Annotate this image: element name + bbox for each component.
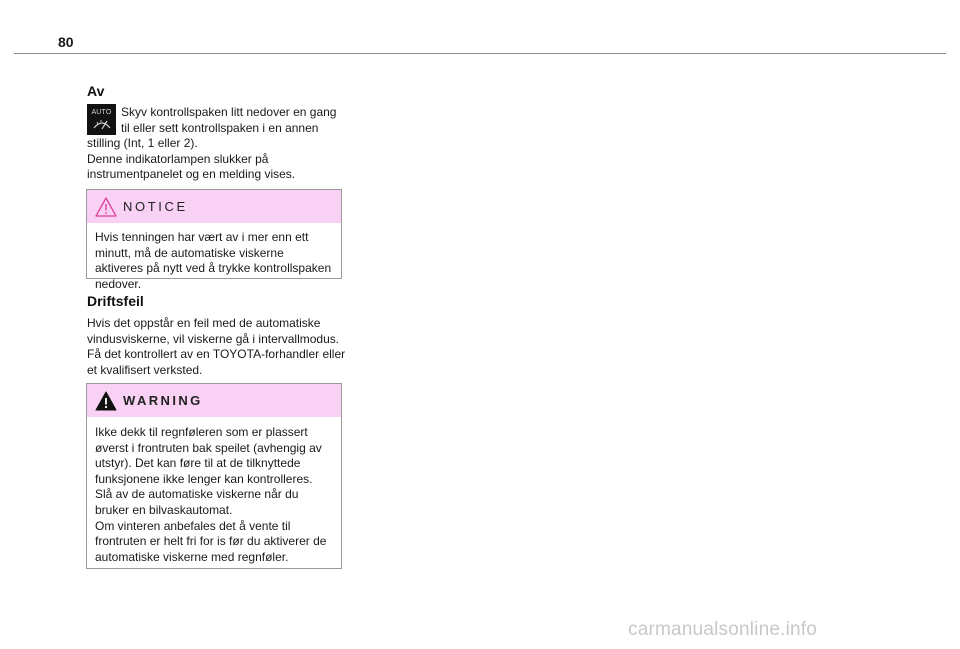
notice-body: Hvis tenningen har vært av i mer enn ett minutt, må de automatiske viskerne aktiveres på nytt ved å trykke kontrollspaken nedover. <box>95 230 332 291</box>
warning-body: Ikke dekk til regnføleren som er plassert øverst i frontruten bak speilet (avhengig av utstyr). Det kan føre til at de tilknyttede funksjonene ikke lenger kan kontrolleres. Slå av de automatiske viskerne når du bruker en bilvaskautomat. Om vinteren anbefales det å vente til frontruten er helt fri for is før du aktiverer de automatiske viskerne med regnføler. <box>95 425 327 564</box>
page-number: 80 <box>58 34 74 50</box>
header-rule <box>14 53 946 54</box>
warning-title: WARNING <box>123 393 203 408</box>
auto-wiper-indicator-icon <box>87 104 116 135</box>
notice-caution-icon <box>95 196 117 218</box>
notice-box <box>86 189 342 291</box>
section-heading-av: Av <box>87 83 105 99</box>
av-text-continued: stilling (Int, 1 eller 2). Denne indikatorlampen slukker på instrumentpanelet og en melding vises. <box>87 136 296 182</box>
watermark: carmanualsonline.info <box>628 619 818 640</box>
warning-box <box>86 383 342 569</box>
section-heading-driftsfeil: Driftsfeil <box>87 293 144 309</box>
warning-header <box>87 384 341 417</box>
notice-title: NOTICE <box>123 199 188 214</box>
av-text-beside-icon: Skyv kontrollspaken litt nedover en gang til eller sett kontrollspaken i en annen <box>121 105 337 135</box>
notice-header <box>87 190 341 223</box>
driftsfeil-text: Hvis det oppstår en feil med de automatiske vindusviskerne, vil viskerne gå i intervallmodus. Få det kontrollert av en TOYOTA-forhandler eller et kvalifisert verksted. <box>87 316 346 377</box>
wiper-icon <box>92 117 112 131</box>
warning-sign-icon <box>95 390 117 412</box>
auto-icon-label: AUTO <box>91 108 112 116</box>
